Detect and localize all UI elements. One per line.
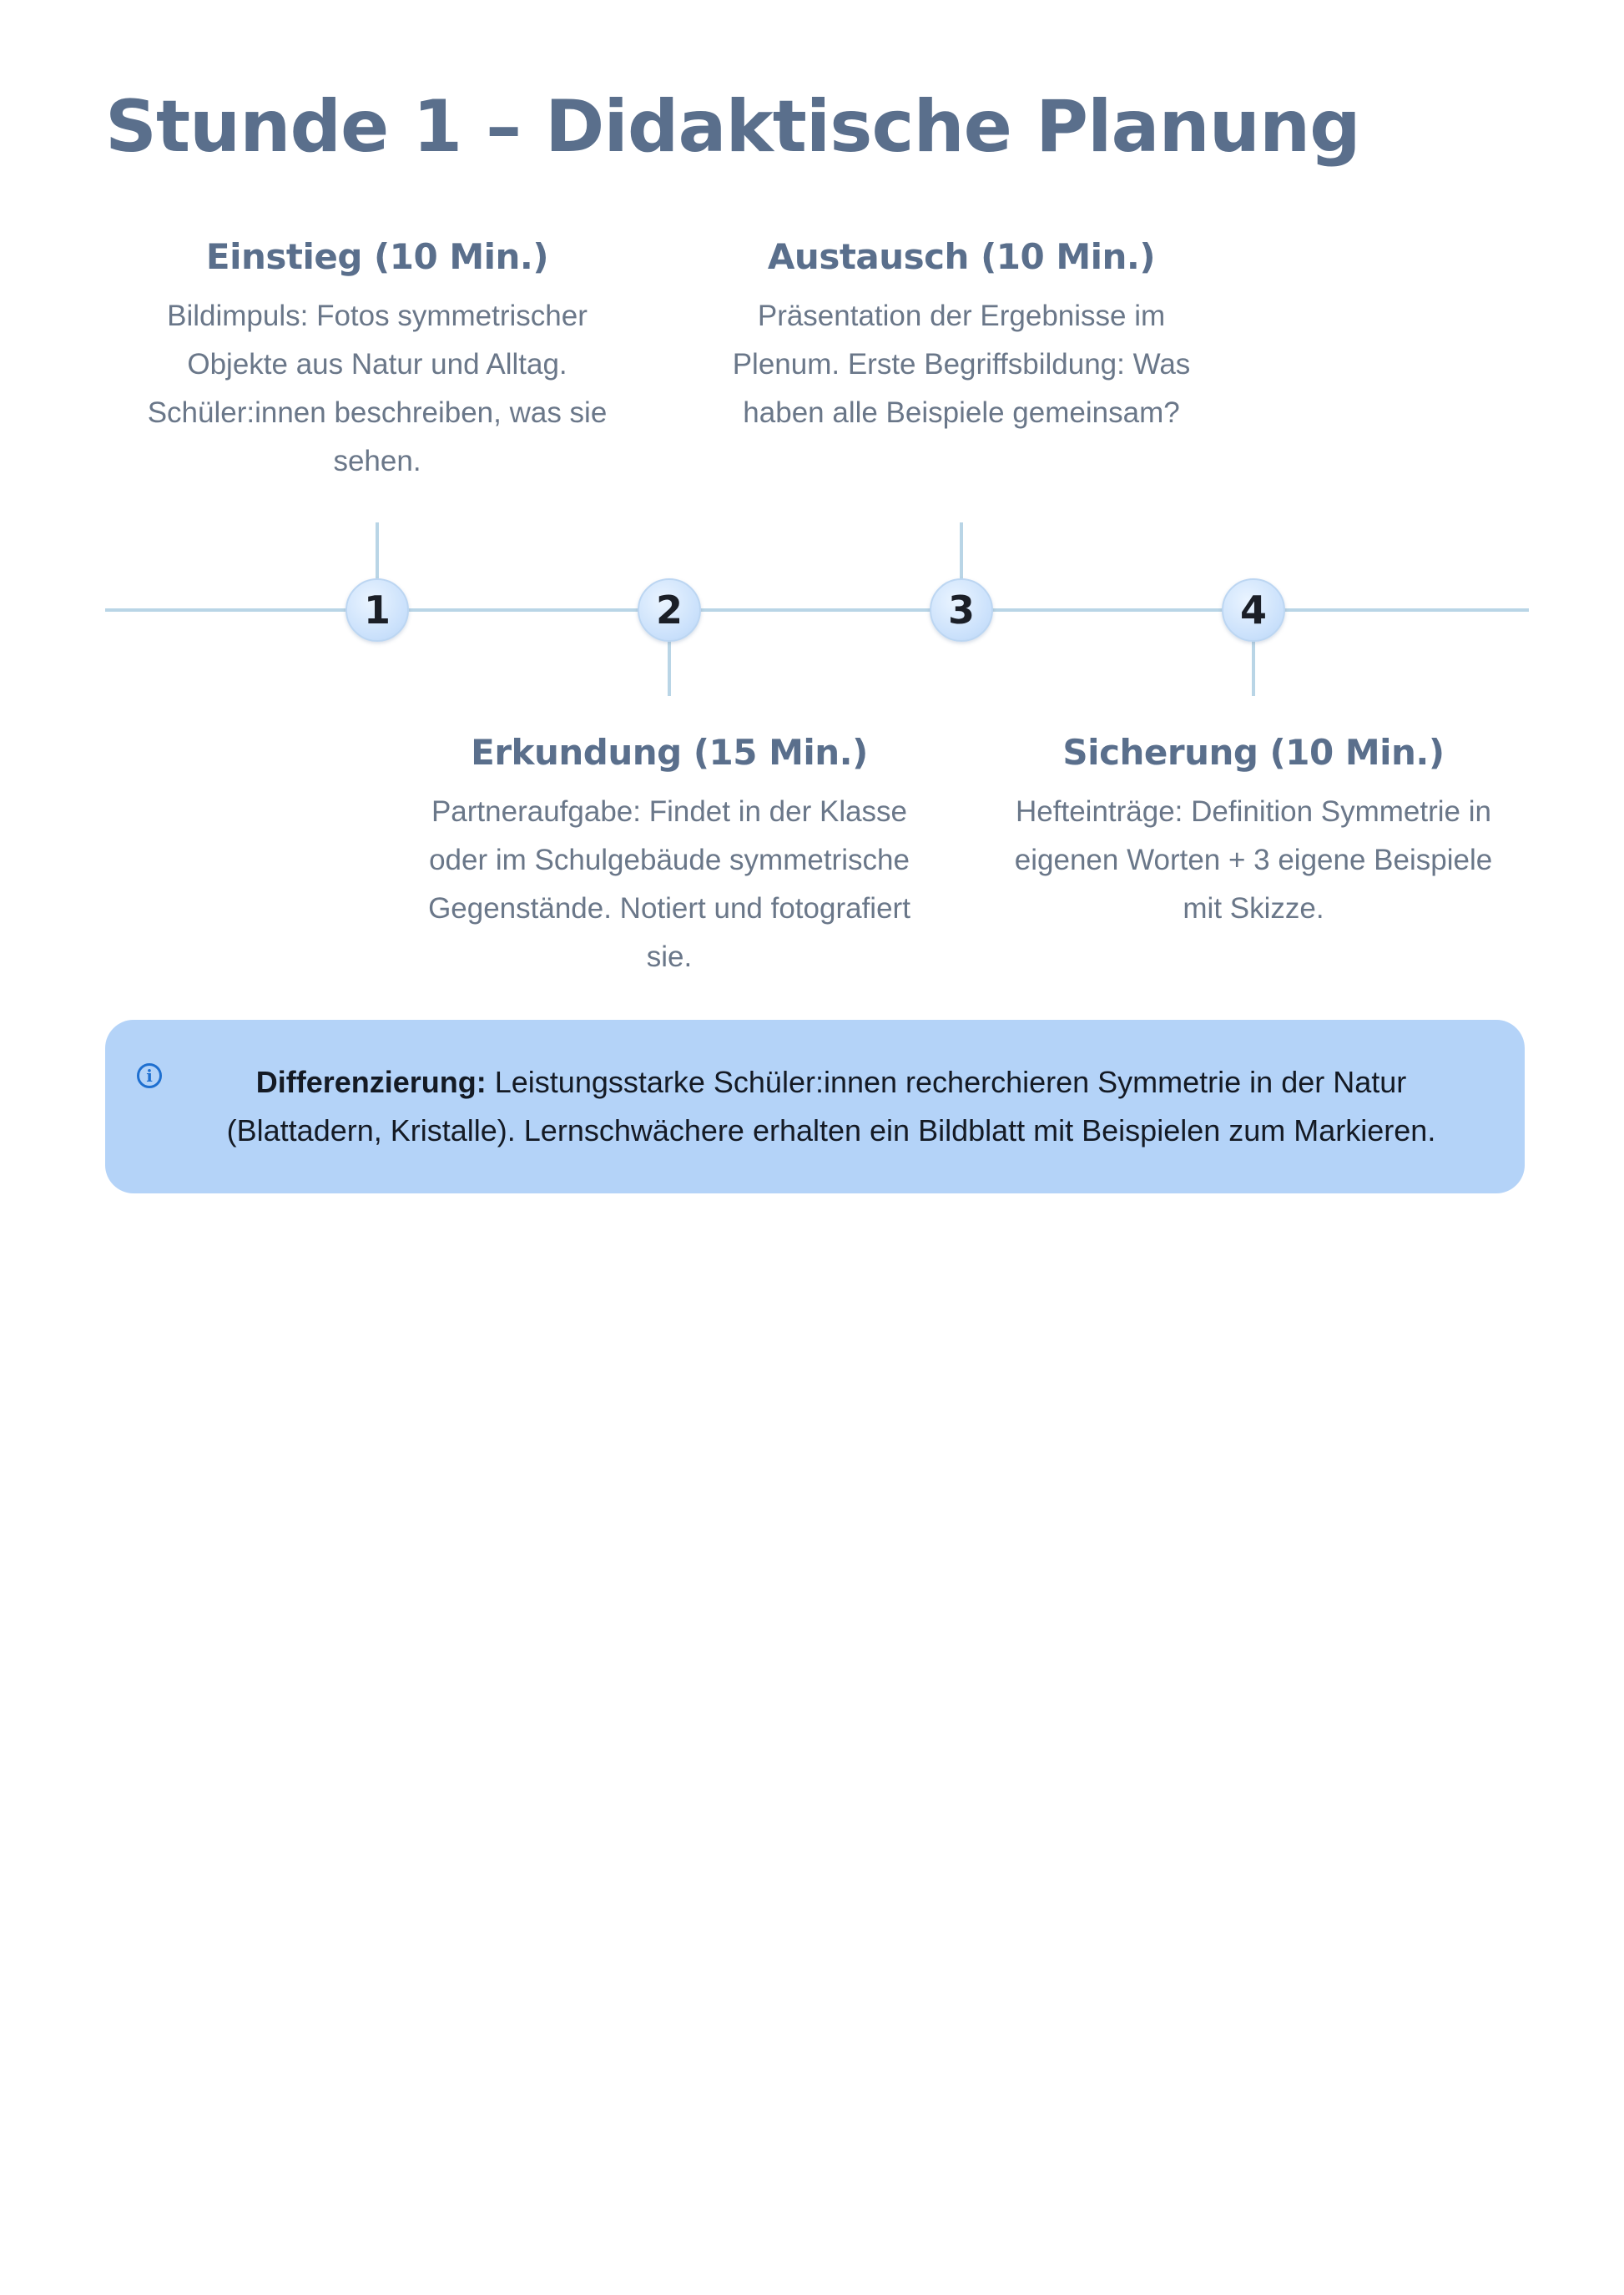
- differentiation-callout: [105, 1020, 1525, 1193]
- step-4-heading: Sicherung (10 Min.): [1062, 732, 1445, 773]
- connector-step-2: [668, 638, 671, 696]
- step-3-heading: Austausch (10 Min.): [767, 236, 1156, 277]
- connector-step-3: [960, 522, 963, 581]
- step-4-text: Hefteinträge: Definition Symmetrie in eigenen Worten + 3 eigene Beispiele mit Skizze.: [1014, 795, 1493, 925]
- callout-label: Differenzierung:: [255, 1065, 487, 1099]
- step-4-marker: 4: [1222, 578, 1285, 642]
- step-2-text: Partneraufgabe: Findet in der Klasse oder im Schulgebäude symmetrische Gegenstände. Notiert und fotografiert sie.: [428, 795, 910, 973]
- step-2-heading: Erkundung (15 Min.): [471, 732, 868, 773]
- step-1-marker: 1: [345, 578, 409, 642]
- step-1-heading: Einstieg (10 Min.): [205, 236, 549, 277]
- step-3-text: Präsentation der Ergebnisse im Plenum. Erste Begriffsbildung: Was haben alle Beispiele gemeinsam?: [732, 300, 1191, 429]
- step-2-marker: 2: [638, 578, 701, 642]
- callout-body: Leistungsstarke Schüler:innen recherchieren Symmetrie in der Natur (Blattadern, Kristalle). Lernschwächere erhalten ein Bildblatt mit Beispielen zum Markieren.: [226, 1065, 1436, 1148]
- step-1-card: [127, 232, 628, 486]
- info-icon: i: [137, 1063, 162, 1088]
- connector-step-1: [376, 522, 379, 581]
- page-title: Stunde 1 – Didaktische Planung: [105, 85, 1360, 169]
- timeline-axis: [105, 608, 1529, 612]
- step-4-card: [1003, 728, 1504, 933]
- step-2-card: [419, 728, 920, 981]
- lesson-timeline: [0, 0, 1624, 1001]
- step-1-text: Bildimpuls: Fotos symmetrischer Objekte aus Natur und Alltag. Schüler:innen beschreiben, was sie sehen.: [147, 300, 608, 477]
- step-3-marker: 3: [930, 578, 993, 642]
- step-3-card: [711, 232, 1212, 437]
- callout-text: [205, 1058, 1457, 1155]
- connector-step-4: [1252, 638, 1255, 696]
